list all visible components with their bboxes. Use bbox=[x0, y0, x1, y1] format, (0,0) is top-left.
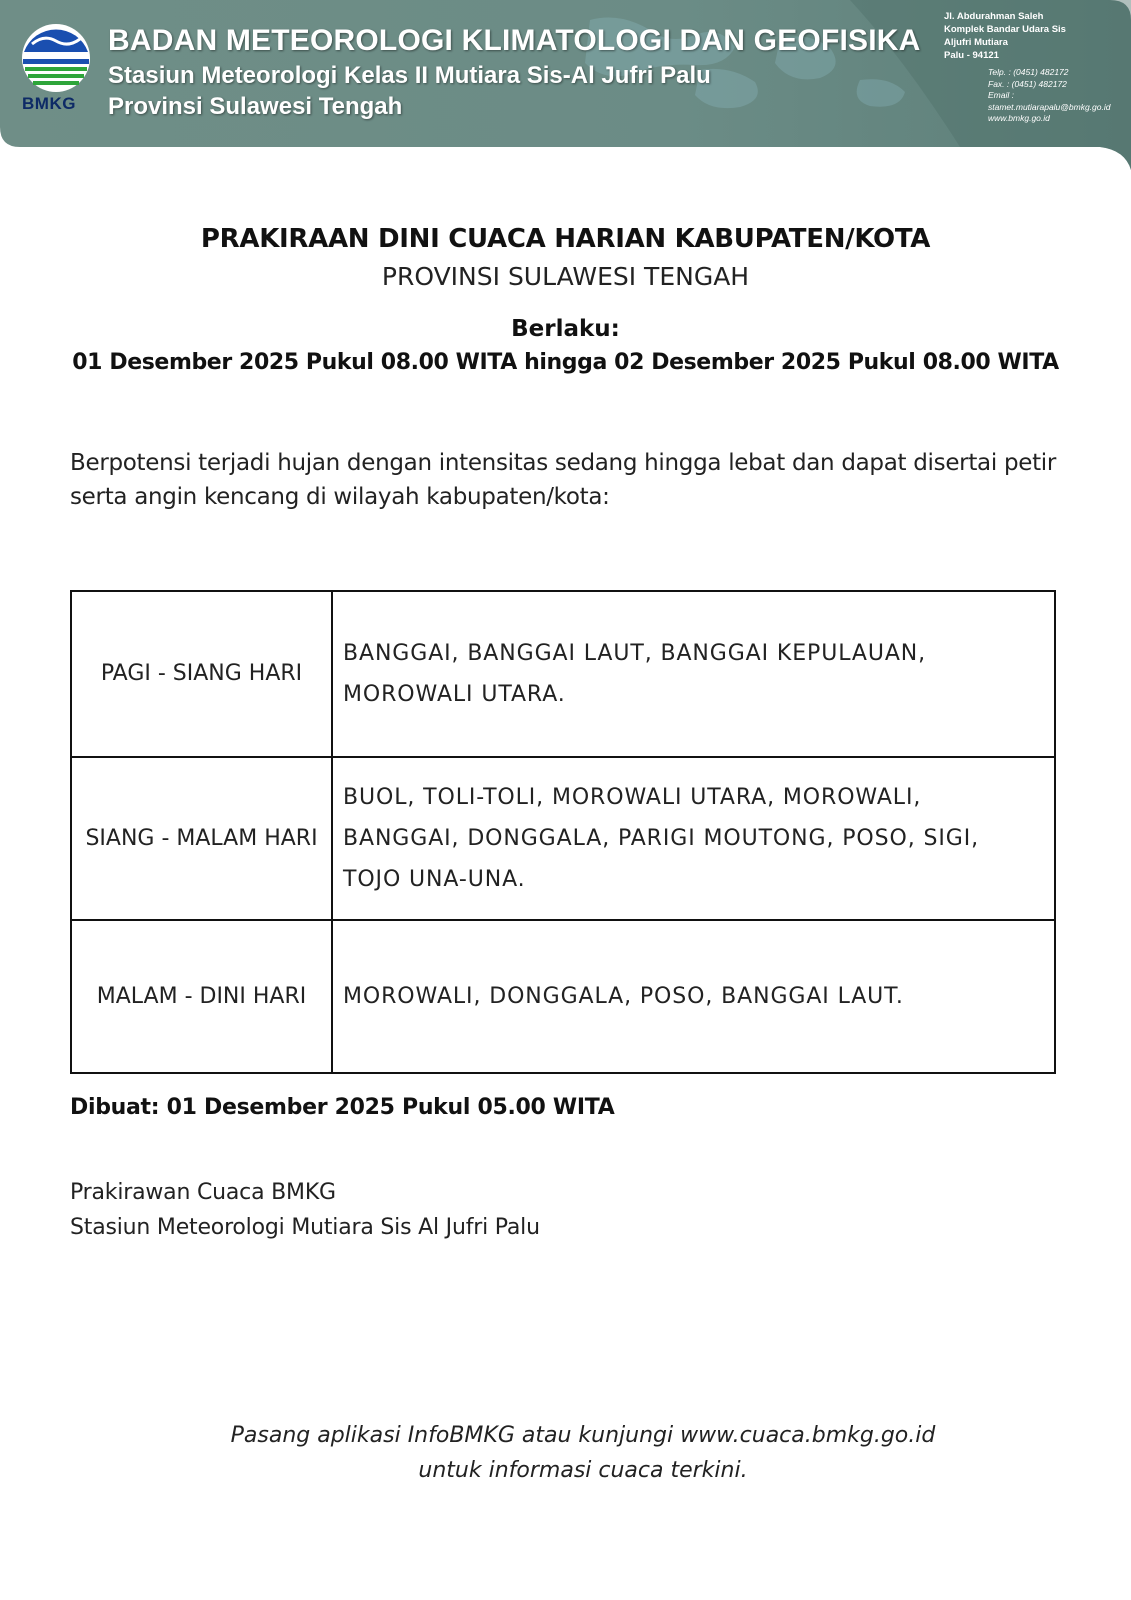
email-address: stamet.mutiarapalu@bmkg.go.id bbox=[988, 101, 1111, 112]
period-cell: PAGI - SIANG HARI bbox=[71, 591, 332, 757]
address-line: Jl. Abdurahman Saleh bbox=[944, 11, 1044, 22]
intro-paragraph: Berpotensi terjadi hujan dengan intensitas sedang hingga lebat dan dapat disertai petir serta angin kencang di wilayah kabupaten/kota: bbox=[70, 450, 1057, 510]
document-title: PRAKIRAAN DINI CUACA HARIAN KABUPATEN/KOTA bbox=[200, 224, 931, 254]
regions-cell: BANGGAI, BANGGAI LAUT, BANGGAI KEPULAUAN, MOROWALI UTARA. bbox=[332, 591, 1055, 757]
office-address bbox=[944, 10, 1124, 62]
address-line: Palu - 94121 bbox=[944, 50, 999, 61]
fax-number: Fax. : (0451) 482172 bbox=[988, 78, 1067, 89]
station-name: Stasiun Meteorologi Kelas II Mutiara Sis-Al Jufri Palu bbox=[108, 62, 711, 89]
website-url: www.bmkg.go.id bbox=[988, 113, 1050, 123]
footer-note bbox=[0, 1418, 1131, 1488]
valid-label: Berlaku: bbox=[511, 316, 620, 342]
table-row bbox=[71, 920, 1055, 1073]
organization-name: BADAN METEOROLOGI KLIMATOLOGI DAN GEOFISIKA bbox=[108, 24, 921, 57]
signature-line: Prakirawan Cuaca BMKG bbox=[70, 1180, 336, 1205]
table-row bbox=[71, 591, 1055, 757]
footer-line: Pasang aplikasi InfoBMKG atau kunjungi www.cuaca.bmkg.go.id bbox=[230, 1423, 936, 1448]
signature-line: Stasiun Meteorologi Mutiara Sis Al Jufri Palu bbox=[70, 1215, 540, 1240]
address-line: Komplek Bandar Udara Sis bbox=[944, 24, 1066, 35]
address-line: Aljufri Mutiara bbox=[944, 37, 1008, 48]
office-contact bbox=[988, 67, 1128, 125]
signature-block bbox=[70, 1175, 540, 1245]
period-cell: SIANG - MALAM HARI bbox=[71, 757, 332, 920]
regions-cell: BUOL, TOLI-TOLI, MOROWALI UTARA, MOROWALI, BANGGAI, DONGGALA, PARIGI MOUTONG, POSO, SIGI, TOJO UNA-UNA. bbox=[332, 757, 1055, 920]
email-label: Email : bbox=[988, 90, 1014, 100]
footer-line: untuk informasi cuaca terkini. bbox=[418, 1458, 748, 1483]
table-row bbox=[71, 757, 1055, 920]
province-name: Provinsi Sulawesi Tengah bbox=[108, 93, 403, 120]
forecast-table bbox=[70, 590, 1056, 1074]
document-subtitle: PROVINSI SULAWESI TENGAH bbox=[381, 262, 750, 291]
regions-cell: MOROWALI, DONGGALA, POSO, BANGGAI LAUT. bbox=[332, 920, 1055, 1073]
created-timestamp: Dibuat: 01 Desember 2025 Pukul 05.00 WITA bbox=[70, 1095, 615, 1120]
valid-period: 01 Desember 2025 Pukul 08.00 WITA hingga 02 Desember 2025 Pukul 08.00 WITA bbox=[72, 350, 1059, 375]
period-cell: MALAM - DINI HARI bbox=[71, 920, 332, 1073]
phone-number: Telp. : (0451) 482172 bbox=[988, 67, 1069, 77]
header-banner bbox=[0, 0, 1131, 170]
logo-text: BMKG bbox=[22, 94, 76, 113]
